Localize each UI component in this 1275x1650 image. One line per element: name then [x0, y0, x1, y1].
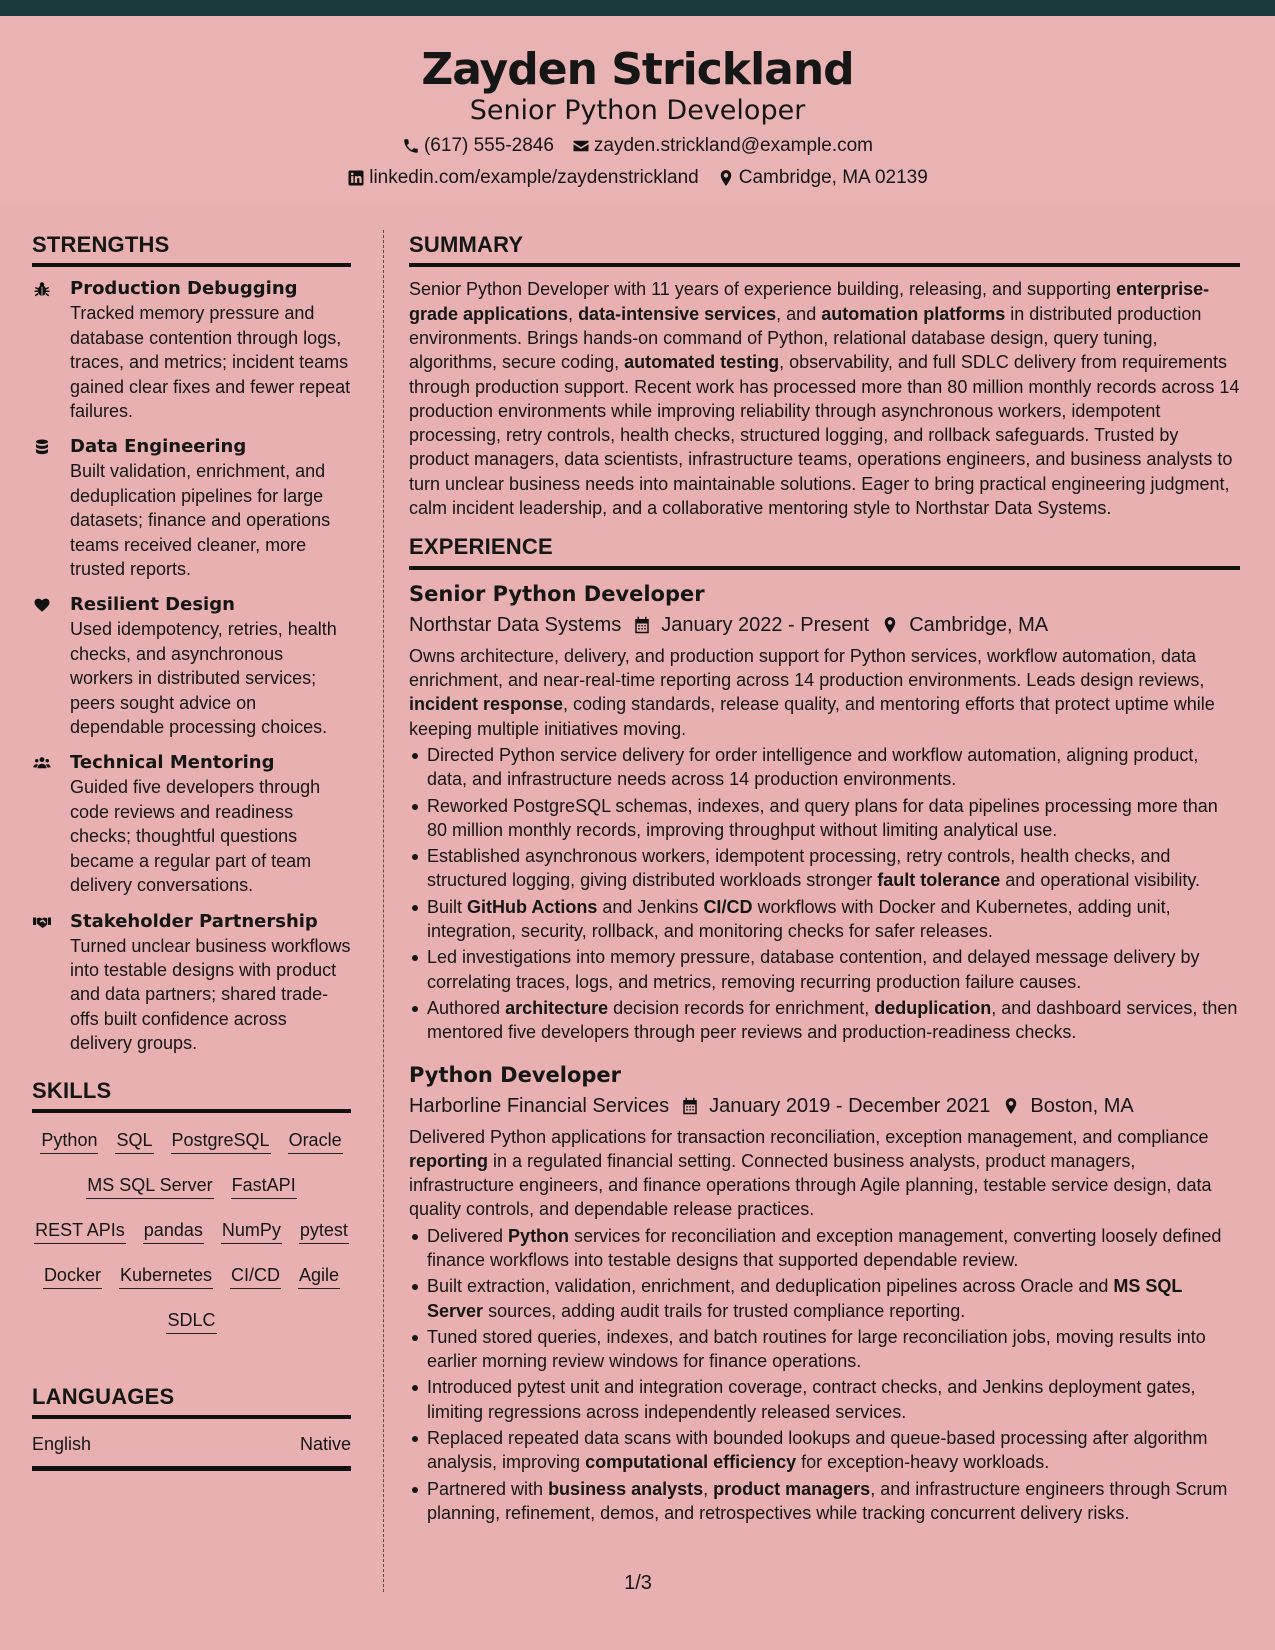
bullet-item — [409, 1426, 1240, 1475]
strength-item — [32, 910, 351, 1056]
strength-title: Stakeholder Partnership — [70, 910, 318, 932]
contact-row-2 — [0, 166, 1275, 190]
job-bullets — [409, 743, 1240, 1045]
bug-icon — [32, 280, 52, 298]
job-company: Northstar Data Systems — [409, 613, 622, 636]
text-run: , coding standards, release quality, and mentoring efforts that protect uptime while keeping multiple initiatives moving. — [409, 694, 1215, 739]
database-icon — [32, 438, 52, 456]
skill-tag: CI/CD — [230, 1264, 281, 1289]
text-run: Built — [427, 896, 468, 917]
language-row — [32, 1429, 351, 1471]
skill-tag: pytest — [299, 1219, 349, 1244]
heart-icon — [32, 596, 52, 614]
text-run: , — [568, 303, 579, 324]
text-run: services for reconciliation and exception management, converting loosely defined finance workflows into testable designs that supported dependable review. — [427, 1225, 1222, 1270]
phone-icon — [402, 137, 420, 155]
skill-tag: Kubernetes — [119, 1264, 213, 1289]
text-run: Led investigations into memory pressure, database contention, and delayed message delivery by correlating traces, logs, and metrics, removing recurring production failure causes. — [427, 947, 1200, 992]
bullet-item — [409, 1375, 1240, 1424]
calendar-icon — [633, 615, 651, 635]
job-meta — [409, 610, 1240, 640]
bullet-item — [409, 743, 1240, 792]
experience-section — [409, 534, 1240, 1525]
text-run: Reworked PostgreSQL schemas, indexes, and query plans for data pipelines processing more than 80 million monthly records, improving throughput without limiting analytical use. — [427, 795, 1218, 840]
summary-text — [409, 277, 1240, 520]
bullet-item — [409, 844, 1240, 893]
column-divider — [383, 230, 384, 1592]
text-run: and Jenkins — [597, 896, 704, 917]
job-location: Cambridge, MA — [909, 613, 1049, 636]
bold-phrase: MS SQL Server — [427, 1276, 1183, 1321]
skill-tag: NumPy — [221, 1219, 282, 1244]
text-run: for exception-heavy workloads. — [796, 1452, 1050, 1473]
bullet-item — [409, 1477, 1240, 1526]
skills-heading: SKILLS — [32, 1078, 351, 1113]
languages-heading: LANGUAGES — [32, 1384, 351, 1419]
top-accent-bar — [0, 0, 1275, 16]
email-text: zayden.strickland@example.com — [593, 135, 873, 156]
job-location: Boston, MA — [1030, 1094, 1134, 1117]
skill-tag: FastAPI — [231, 1174, 297, 1199]
bold-phrase: CI/CD — [703, 896, 753, 917]
location-text: Cambridge, MA 02139 — [738, 167, 928, 188]
job-entry — [409, 1061, 1240, 1526]
skill-tag: REST APIs — [34, 1219, 126, 1244]
text-run: and operational visibility. — [1000, 870, 1201, 891]
bold-phrase: architecture — [505, 997, 609, 1018]
map-pin-icon — [1002, 1096, 1020, 1116]
strength-title: Production Debugging — [70, 278, 298, 300]
skill-tag: Agile — [298, 1264, 340, 1289]
text-run: Partnered with — [427, 1478, 549, 1499]
bullet-item — [409, 1325, 1240, 1374]
bold-phrase: Python — [508, 1225, 570, 1246]
job-title: Python Developer — [409, 1062, 622, 1087]
map-pin-icon — [717, 169, 735, 187]
skill-tag: SQL — [115, 1129, 153, 1154]
linkedin-icon — [347, 169, 365, 187]
text-run: in distributed production environments. Brings hands-on command of Python, relational database design, query tuning, algorithms, secure coding, — [409, 303, 1202, 373]
linkedin-text: linkedin.com/example/zaydenstrickland — [369, 167, 699, 188]
envelope-icon — [572, 137, 590, 155]
text-run: Senior Python Developer with 11 years of experience building, releasing, and supporting — [409, 279, 1117, 300]
skill-tag: PostgreSQL — [171, 1129, 271, 1154]
strength-title: Resilient Design — [70, 594, 235, 616]
language-name: English — [32, 1434, 92, 1455]
text-run: decision records for enrichment, — [608, 997, 875, 1018]
bold-phrase: computational efficiency — [585, 1452, 797, 1473]
bold-phrase: GitHub Actions — [467, 896, 598, 917]
text-run: , and — [776, 303, 822, 324]
skill-tag: Python — [40, 1129, 98, 1154]
skill-tag: Docker — [43, 1264, 102, 1289]
skills-section — [32, 1078, 351, 1334]
page-number: 1/3 — [624, 1572, 652, 1594]
summary-heading: SUMMARY — [409, 232, 1240, 267]
job-dates: January 2022 - Present — [661, 613, 870, 636]
bullet-item — [409, 1224, 1240, 1273]
text-run: Tuned stored queries, indexes, and batch routines for large reconciliation jobs, moving results into earlier morning review windows for finance operations. — [427, 1326, 1206, 1372]
strength-item — [32, 435, 351, 581]
bold-phrase: incident response — [409, 694, 564, 715]
text-run: Replaced repeated data scans with bounded lookups and queue-based processing after algorithm analysis, improving — [427, 1428, 1208, 1473]
text-run: workflows with Docker and Kubernetes, adding unit, integration, security, rollback, and monitoring checks for safer releases. — [427, 896, 1171, 942]
skill-tag: Oracle — [288, 1129, 343, 1154]
bullet-item — [409, 996, 1240, 1045]
bold-phrase: product managers — [713, 1478, 871, 1499]
candidate-name: Zayden Strickland — [421, 44, 854, 95]
strength-desc: Tracked memory pressure and database contention through logs, traces, and metrics; incident teams gained clear fixes and fewer repeat failures. — [70, 303, 351, 422]
text-run: , and dashboard services, then mentored five developers through peer reviews and production-readiness checks. — [427, 997, 1238, 1043]
job-title: Senior Python Developer — [409, 581, 705, 606]
right-column — [409, 232, 1240, 1525]
strengths-heading: STRENGTHS — [32, 232, 351, 267]
text-run: , — [703, 1478, 714, 1499]
text-run: Built extraction, validation, enrichment, and deduplication pipelines across Oracle and — [427, 1276, 1114, 1297]
location-contact — [717, 166, 928, 190]
bullet-item — [409, 1274, 1240, 1323]
language-level: Native — [299, 1434, 351, 1455]
email-contact[interactable] — [572, 134, 873, 158]
text-run: , observability, and full SDLC delivery from requirements through production support. Recent work has processed more than 80 million monthly records across 14 production environments while improving reliability through asynchronous workers, idempotent processing, retry controls, health checks, structured logging, and rollback safeguards. Trusted by product managers, data scientists, infrastructure teams, operations engineers, and business analysts to turn unclear business needs into maintainable solutions. Eager to bring practical engineering judgment, calm incident leadership, and a collaborative mentoring style to Northstar Data Systems. — [409, 352, 1240, 519]
text-run: Delivered Python applications for transaction reconciliation, exception management, and compliance — [409, 1126, 1209, 1147]
map-pin-icon — [881, 615, 899, 635]
strength-desc: Built validation, enrichment, and deduplication pipelines for large datasets; finance and operations teams received cleaner, more trusted reports. — [70, 461, 331, 580]
job-meta — [409, 1091, 1240, 1121]
phone-contact[interactable] — [402, 134, 554, 158]
job-dates: January 2019 - December 2021 — [709, 1094, 991, 1117]
bold-phrase: fault tolerance — [877, 870, 1001, 891]
bold-phrase: business analysts — [548, 1478, 704, 1499]
strength-item — [32, 593, 351, 739]
text-run: , and infrastructure engineers through Scrum planning, refinement, demos, and retrospectives while tracking concurrent delivery risks. — [427, 1478, 1228, 1523]
bold-phrase: deduplication — [874, 997, 992, 1018]
job-description — [409, 1125, 1240, 1222]
text-run: Introduced pytest unit and integration coverage, contract checks, and Jenkins deployment gates, limiting regressions across independently released services. — [427, 1377, 1196, 1422]
bold-phrase: enterprise-grade applications — [409, 279, 1210, 324]
resume-header — [0, 16, 1275, 204]
job-description — [409, 644, 1240, 741]
left-column — [32, 232, 351, 1471]
job-company: Harborline Financial Services — [409, 1094, 670, 1117]
bullet-item — [409, 945, 1240, 994]
bold-phrase: reporting — [409, 1150, 488, 1171]
job-bullets — [409, 1224, 1240, 1526]
bullet-item — [409, 794, 1240, 843]
job-entry — [409, 580, 1240, 1045]
text-run: Owns architecture, delivery, and production support for Python services, workflow automation, data enrichment, and near-real-time reporting across 14 production environments. Leads design reviews, — [409, 645, 1205, 691]
text-run: in a regulated financial setting. Connected business analysts, product managers, infrastructure engineers, and finance operations through Agile planning, testable service design, data quality controls, and dependable release practices. — [409, 1150, 1212, 1220]
bold-phrase: data-intensive services — [578, 303, 777, 324]
text-run: Established asynchronous workers, idempotent processing, retry controls, health checks, and structured logging, giving distributed workloads stronger — [427, 846, 1171, 891]
bold-phrase: automation platforms — [821, 303, 1006, 324]
linkedin-contact[interactable] — [347, 166, 699, 190]
strength-title: Data Engineering — [70, 436, 247, 458]
text-run: sources, adding audit trails for trusted compliance reporting. — [483, 1300, 966, 1321]
strength-title: Technical Mentoring — [70, 752, 275, 774]
strength-item — [32, 751, 351, 897]
strengths-section — [32, 232, 351, 1056]
skill-tags — [32, 1123, 351, 1334]
text-run: Delivered — [427, 1225, 509, 1246]
summary-section — [409, 232, 1240, 520]
experience-heading: EXPERIENCE — [409, 534, 1240, 569]
skill-tag: pandas — [143, 1219, 204, 1244]
bold-phrase: automated testing — [624, 352, 780, 373]
handshake-icon — [32, 913, 52, 931]
strength-item — [32, 277, 351, 423]
languages-section — [32, 1384, 351, 1471]
strength-desc: Guided five developers through code reviews and readiness checks; thoughtful questions became a regular part of team delivery conversations. — [70, 777, 321, 896]
strength-desc: Used idempotency, retries, health checks, and asynchronous workers in distributed services; peers sought advice on dependable processing choices. — [70, 619, 337, 738]
strength-desc: Turned unclear business workflows into testable designs with product and data partners; shared trade-offs built confidence across delivery groups. — [70, 935, 351, 1054]
bullet-item — [409, 895, 1240, 944]
users-icon — [32, 754, 52, 772]
skill-tag: SDLC — [166, 1309, 216, 1334]
text-run: Authored — [427, 997, 506, 1018]
contact-row-1 — [0, 134, 1275, 158]
phone-text: (617) 555-2846 — [423, 135, 554, 156]
skill-tag: MS SQL Server — [86, 1174, 213, 1199]
candidate-title: Senior Python Developer — [469, 95, 806, 126]
calendar-icon — [681, 1096, 699, 1116]
text-run: Directed Python service delivery for order intelligence and workflow automation, aligning product, data, and infrastructure needs across 14 production environments. — [427, 744, 1199, 790]
